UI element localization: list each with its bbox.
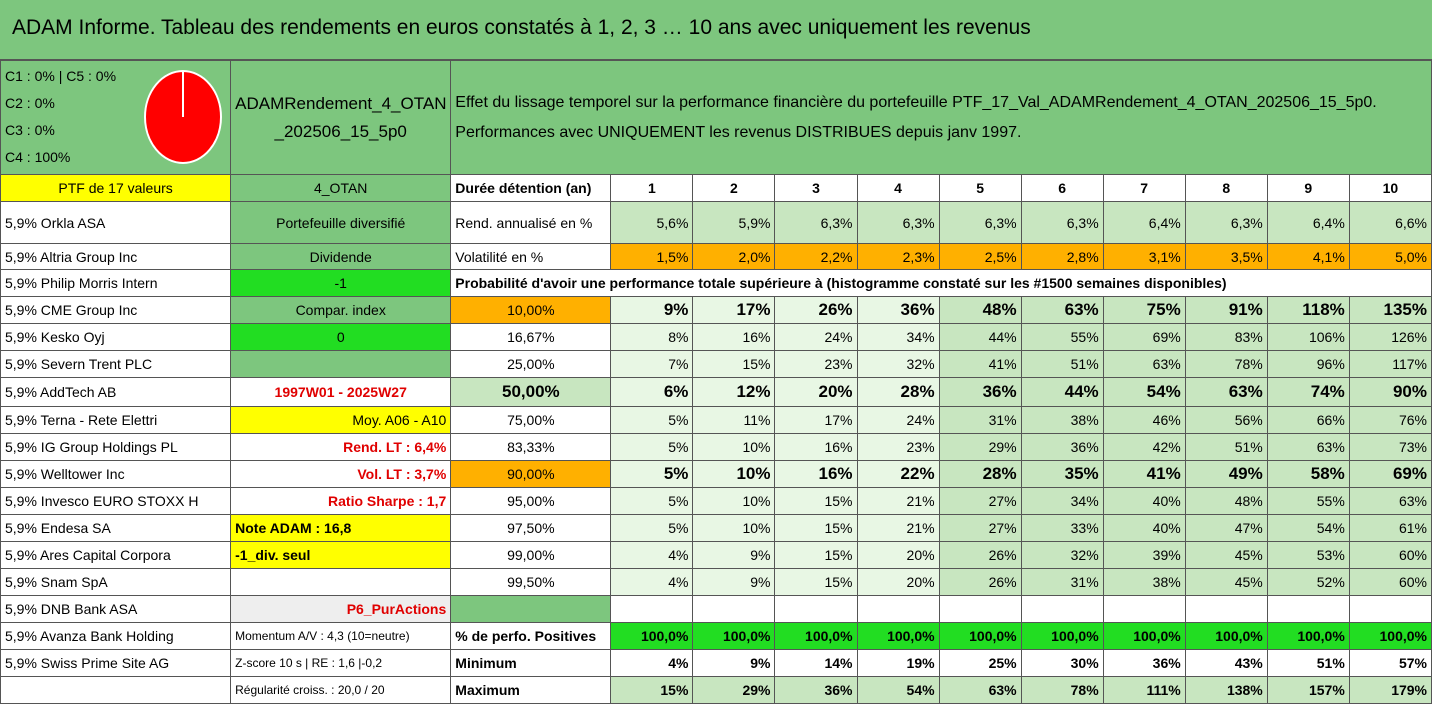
pie-legend-item: C1 : 0% | C5 : 0% bbox=[5, 68, 117, 84]
holding-name: 5,9% Terna - Rete Elettri bbox=[1, 407, 231, 434]
rend-value: 6,4% bbox=[1267, 202, 1349, 244]
prob-value: 15% bbox=[693, 351, 775, 378]
prob-value: 60% bbox=[1349, 542, 1431, 569]
pos-value: 100,0% bbox=[1349, 623, 1431, 650]
prob-value: 26% bbox=[939, 542, 1021, 569]
prob-threshold: 83,33% bbox=[451, 434, 611, 461]
info-cell bbox=[231, 569, 451, 596]
year-header: 1 bbox=[611, 175, 693, 202]
holding-name: 5,9% IG Group Holdings PL bbox=[1, 434, 231, 461]
prob-threshold: 75,00% bbox=[451, 407, 611, 434]
prob-value: 5% bbox=[611, 461, 693, 488]
min-value: 51% bbox=[1267, 650, 1349, 677]
empty-cell bbox=[1103, 596, 1185, 623]
prob-value: 73% bbox=[1349, 434, 1431, 461]
header-row bbox=[1, 61, 1432, 175]
prob-row bbox=[1, 324, 1432, 351]
prob-value: 48% bbox=[1185, 488, 1267, 515]
info-cell: Dividende bbox=[231, 244, 451, 270]
prob-value: 96% bbox=[1267, 351, 1349, 378]
prob-value: 9% bbox=[693, 542, 775, 569]
duration-label: Durée détention (an) bbox=[451, 175, 611, 202]
prob-value: 32% bbox=[1021, 542, 1103, 569]
prob-value: 52% bbox=[1267, 569, 1349, 596]
holding-name: 5,9% Orkla ASA bbox=[1, 202, 231, 244]
info-cell: Z-score 10 s | RE : 1,6 |-0,2 bbox=[231, 650, 451, 677]
empty-cell bbox=[1021, 596, 1103, 623]
report-title: ADAM Informe. Tableau des rendements en euros constatés à 1, 2, 3 … 10 ans avec uniquement les revenus bbox=[12, 16, 1031, 39]
info-cell: 0 bbox=[231, 324, 451, 351]
prob-row bbox=[1, 542, 1432, 569]
prob-value: 126% bbox=[1349, 324, 1431, 351]
composition-pie-chart bbox=[141, 67, 225, 167]
prob-value: 49% bbox=[1185, 461, 1267, 488]
info-cell: Vol. LT : 3,7% bbox=[231, 461, 451, 488]
prob-threshold: 10,00% bbox=[451, 297, 611, 324]
prob-value: 5% bbox=[611, 407, 693, 434]
prob-value: 16% bbox=[775, 434, 857, 461]
pie-legend-item: C3 : 0% bbox=[5, 122, 55, 138]
positives-row bbox=[1, 623, 1432, 650]
prob-row bbox=[1, 407, 1432, 434]
prob-value: 56% bbox=[1185, 407, 1267, 434]
prob-value: 66% bbox=[1267, 407, 1349, 434]
rend-value: 6,3% bbox=[857, 202, 939, 244]
pie-legend-cell bbox=[1, 61, 231, 175]
year-header: 9 bbox=[1267, 175, 1349, 202]
vol-value: 4,1% bbox=[1267, 244, 1349, 270]
prob-value: 24% bbox=[857, 407, 939, 434]
info-cell: Régularité croiss. : 20,0 / 20 bbox=[231, 677, 451, 704]
prob-value: 83% bbox=[1185, 324, 1267, 351]
holding-name: 5,9% CME Group Inc bbox=[1, 297, 231, 324]
holding-name: 5,9% Altria Group Inc bbox=[1, 244, 231, 270]
prob-value: 20% bbox=[857, 569, 939, 596]
min-row bbox=[1, 650, 1432, 677]
pos-value: 100,0% bbox=[775, 623, 857, 650]
prob-value: 55% bbox=[1267, 488, 1349, 515]
rend-value: 6,6% bbox=[1349, 202, 1431, 244]
min-value: 19% bbox=[857, 650, 939, 677]
rend-value: 6,3% bbox=[939, 202, 1021, 244]
prob-value: 10% bbox=[693, 515, 775, 542]
empty-cell bbox=[1349, 596, 1431, 623]
info-cell: -1_div. seul bbox=[231, 542, 451, 569]
max-value: 78% bbox=[1021, 677, 1103, 704]
prob-value: 17% bbox=[693, 297, 775, 324]
info-cell: Note ADAM : 16,8 bbox=[231, 515, 451, 542]
prob-value: 118% bbox=[1267, 297, 1349, 324]
prob-value: 4% bbox=[611, 569, 693, 596]
max-value: 54% bbox=[857, 677, 939, 704]
prob-value: 61% bbox=[1349, 515, 1431, 542]
prob-row bbox=[1, 569, 1432, 596]
year-header: 6 bbox=[1021, 175, 1103, 202]
prob-row bbox=[1, 461, 1432, 488]
info-cell: Moy. A06 - A10 bbox=[231, 407, 451, 434]
prob-value: 17% bbox=[775, 407, 857, 434]
prob-value: 12% bbox=[693, 378, 775, 407]
holding-name: 5,9% Kesko Oyj bbox=[1, 324, 231, 351]
prob-value: 11% bbox=[693, 407, 775, 434]
holding-name: 5,9% Invesco EURO STOXX H bbox=[1, 488, 231, 515]
prob-value: 31% bbox=[1021, 569, 1103, 596]
prob-value: 16% bbox=[693, 324, 775, 351]
holding-name: 5,9% Swiss Prime Site AG bbox=[1, 650, 231, 677]
year-header: 2 bbox=[693, 175, 775, 202]
prob-value: 26% bbox=[939, 569, 1021, 596]
prob-threshold: 25,00% bbox=[451, 351, 611, 378]
min-value: 4% bbox=[611, 650, 693, 677]
prob-value: 54% bbox=[1267, 515, 1349, 542]
info-cell: Ratio Sharpe : 1,7 bbox=[231, 488, 451, 515]
description-line-2: Performances avec UNIQUEMENT les revenus DISTRIBUES depuis janv 1997. bbox=[455, 123, 1022, 141]
rend-value: 5,6% bbox=[611, 202, 693, 244]
min-value: 14% bbox=[775, 650, 857, 677]
prob-threshold: 50,00% bbox=[451, 378, 611, 407]
max-label: Maximum bbox=[451, 677, 611, 704]
prob-value: 20% bbox=[857, 542, 939, 569]
prob-value: 41% bbox=[939, 351, 1021, 378]
prob-value: 36% bbox=[857, 297, 939, 324]
prob-value: 60% bbox=[1349, 569, 1431, 596]
holding-name: 5,9% Severn Trent PLC bbox=[1, 351, 231, 378]
year-header: 5 bbox=[939, 175, 1021, 202]
empty-cell bbox=[1185, 596, 1267, 623]
year-header: 10 bbox=[1349, 175, 1431, 202]
prob-value: 34% bbox=[857, 324, 939, 351]
prob-value: 4% bbox=[611, 542, 693, 569]
empty-cell bbox=[857, 596, 939, 623]
year-header: 4 bbox=[857, 175, 939, 202]
empty-cell bbox=[451, 596, 611, 623]
max-value: 157% bbox=[1267, 677, 1349, 704]
performance-table bbox=[0, 60, 1432, 704]
prob-value: 10% bbox=[693, 461, 775, 488]
rend-value: 6,4% bbox=[1103, 202, 1185, 244]
vol-value: 2,2% bbox=[775, 244, 857, 270]
prob-row bbox=[1, 488, 1432, 515]
pos-value: 100,0% bbox=[939, 623, 1021, 650]
prob-value: 8% bbox=[611, 324, 693, 351]
prob-value: 27% bbox=[939, 488, 1021, 515]
max-value: 36% bbox=[775, 677, 857, 704]
prob-label: Probabilité d'avoir une performance totale supérieure à (histogramme constaté sur les #1500 semaines disponibles) bbox=[451, 270, 1432, 297]
holding-name: 5,9% Endesa SA bbox=[1, 515, 231, 542]
rend-value: 5,9% bbox=[693, 202, 775, 244]
prob-value: 10% bbox=[693, 434, 775, 461]
min-label: Minimum bbox=[451, 650, 611, 677]
prob-value: 76% bbox=[1349, 407, 1431, 434]
holding-name: 5,9% Welltower Inc bbox=[1, 461, 231, 488]
holding-name: 5,9% Ares Capital Corpora bbox=[1, 542, 231, 569]
prob-value: 36% bbox=[1021, 434, 1103, 461]
prob-value: 15% bbox=[775, 542, 857, 569]
prob-value: 47% bbox=[1185, 515, 1267, 542]
prob-value: 38% bbox=[1103, 569, 1185, 596]
vol-label: Volatilité en % bbox=[451, 244, 611, 270]
pos-value: 100,0% bbox=[1185, 623, 1267, 650]
prob-value: 27% bbox=[939, 515, 1021, 542]
min-value: 9% bbox=[693, 650, 775, 677]
prob-value: 90% bbox=[1349, 378, 1431, 407]
rend-label: Rend. annualisé en % bbox=[451, 202, 611, 244]
prob-row bbox=[1, 297, 1432, 324]
prob-value: 75% bbox=[1103, 297, 1185, 324]
info-cell: Compar. index bbox=[231, 297, 451, 324]
prob-value: 28% bbox=[939, 461, 1021, 488]
description-cell bbox=[451, 61, 1432, 175]
year-header: 3 bbox=[775, 175, 857, 202]
prob-value: 32% bbox=[857, 351, 939, 378]
info-cell: -1 bbox=[231, 270, 451, 297]
prob-value: 46% bbox=[1103, 407, 1185, 434]
prob-value: 33% bbox=[1021, 515, 1103, 542]
prob-value: 63% bbox=[1103, 351, 1185, 378]
prob-value: 63% bbox=[1267, 434, 1349, 461]
info-cell: P6_PurActions bbox=[231, 596, 451, 623]
dnb-row bbox=[1, 596, 1432, 623]
year-header: 7 bbox=[1103, 175, 1185, 202]
info-cell: Portefeuille diversifié bbox=[231, 202, 451, 244]
prob-value: 51% bbox=[1021, 351, 1103, 378]
max-value: 29% bbox=[693, 677, 775, 704]
prob-value: 15% bbox=[775, 488, 857, 515]
prob-value: 48% bbox=[939, 297, 1021, 324]
ptf-label: PTF de 17 valeurs bbox=[1, 175, 231, 202]
prob-value: 53% bbox=[1267, 542, 1349, 569]
prob-value: 44% bbox=[939, 324, 1021, 351]
prob-value: 24% bbox=[775, 324, 857, 351]
prob-value: 58% bbox=[1267, 461, 1349, 488]
prob-value: 29% bbox=[939, 434, 1021, 461]
prob-value: 7% bbox=[611, 351, 693, 378]
prob-row bbox=[1, 434, 1432, 461]
max-value: 179% bbox=[1349, 677, 1431, 704]
pos-value: 100,0% bbox=[1021, 623, 1103, 650]
prob-row bbox=[1, 378, 1432, 407]
rend-value: 6,3% bbox=[775, 202, 857, 244]
title-bar bbox=[0, 0, 1432, 60]
empty-cell bbox=[775, 596, 857, 623]
vol-value: 3,5% bbox=[1185, 244, 1267, 270]
portfolio-code-cell: ADAMRendement_4_OTAN _202506_15_5p0 bbox=[231, 61, 451, 175]
max-value: 111% bbox=[1103, 677, 1185, 704]
prob-value: 41% bbox=[1103, 461, 1185, 488]
prob-value: 5% bbox=[611, 515, 693, 542]
prob-value: 9% bbox=[611, 297, 693, 324]
rend-row bbox=[1, 202, 1432, 244]
pos-value: 100,0% bbox=[1103, 623, 1185, 650]
prob-value: 15% bbox=[775, 569, 857, 596]
empty-cell bbox=[939, 596, 1021, 623]
prob-value: 34% bbox=[1021, 488, 1103, 515]
vol-value: 5,0% bbox=[1349, 244, 1431, 270]
vol-value: 2,8% bbox=[1021, 244, 1103, 270]
prob-value: 74% bbox=[1267, 378, 1349, 407]
pie-legend-item: C4 : 100% bbox=[5, 149, 71, 165]
max-row bbox=[1, 677, 1432, 704]
prob-value: 6% bbox=[611, 378, 693, 407]
prob-threshold: 99,00% bbox=[451, 542, 611, 569]
prob-value: 21% bbox=[857, 488, 939, 515]
holding-name: 5,9% Philip Morris Intern bbox=[1, 270, 231, 297]
prob-value: 31% bbox=[939, 407, 1021, 434]
prob-value: 38% bbox=[1021, 407, 1103, 434]
min-value: 36% bbox=[1103, 650, 1185, 677]
prob-value: 45% bbox=[1185, 542, 1267, 569]
prob-value: 40% bbox=[1103, 488, 1185, 515]
holding-name: 5,9% AddTech AB bbox=[1, 378, 231, 407]
prob-value: 40% bbox=[1103, 515, 1185, 542]
max-value: 63% bbox=[939, 677, 1021, 704]
empty-cell bbox=[611, 596, 693, 623]
info-cell: 1997W01 - 2025W27 bbox=[231, 378, 451, 407]
rend-value: 6,3% bbox=[1021, 202, 1103, 244]
min-value: 25% bbox=[939, 650, 1021, 677]
pos-value: 100,0% bbox=[693, 623, 775, 650]
prob-value: 69% bbox=[1349, 461, 1431, 488]
vol-row bbox=[1, 244, 1432, 270]
prob-value: 39% bbox=[1103, 542, 1185, 569]
prob-row bbox=[1, 515, 1432, 542]
prob-value: 22% bbox=[857, 461, 939, 488]
prob-value: 21% bbox=[857, 515, 939, 542]
prob-value: 45% bbox=[1185, 569, 1267, 596]
prob-value: 15% bbox=[775, 515, 857, 542]
holding-name: 5,9% Avanza Bank Holding bbox=[1, 623, 231, 650]
prob-value: 78% bbox=[1185, 351, 1267, 378]
prob-value: 44% bbox=[1021, 378, 1103, 407]
otan-label: 4_OTAN bbox=[231, 175, 451, 202]
prob-value: 23% bbox=[857, 434, 939, 461]
prob-value: 35% bbox=[1021, 461, 1103, 488]
prob-value: 5% bbox=[611, 488, 693, 515]
prob-value: 16% bbox=[775, 461, 857, 488]
pos-value: 100,0% bbox=[857, 623, 939, 650]
prob-value: 117% bbox=[1349, 351, 1431, 378]
holding-name: 5,9% Snam SpA bbox=[1, 569, 231, 596]
pos-value: 100,0% bbox=[611, 623, 693, 650]
min-value: 30% bbox=[1021, 650, 1103, 677]
vol-value: 2,3% bbox=[857, 244, 939, 270]
prob-value: 69% bbox=[1103, 324, 1185, 351]
vol-value: 2,0% bbox=[693, 244, 775, 270]
prob-value: 36% bbox=[939, 378, 1021, 407]
description-line-1: Effet du lissage temporel sur la performance financière du portefeuille PTF_17_Val_ADAMRendement_4_OTAN_202506_15_5p0. bbox=[455, 93, 1377, 111]
holding-name: 5,9% DNB Bank ASA bbox=[1, 596, 231, 623]
prob-threshold: 99,50% bbox=[451, 569, 611, 596]
pos-label: % de perfo. Positives bbox=[451, 623, 611, 650]
vol-value: 1,5% bbox=[611, 244, 693, 270]
prob-threshold: 97,50% bbox=[451, 515, 611, 542]
holding-name bbox=[1, 677, 231, 704]
prob-value: 42% bbox=[1103, 434, 1185, 461]
prob-row bbox=[1, 351, 1432, 378]
empty-cell bbox=[693, 596, 775, 623]
info-cell bbox=[231, 351, 451, 378]
prob-threshold: 16,67% bbox=[451, 324, 611, 351]
prob-value: 20% bbox=[775, 378, 857, 407]
prob-value: 91% bbox=[1185, 297, 1267, 324]
info-cell: Rend. LT : 6,4% bbox=[231, 434, 451, 461]
prob-value: 10% bbox=[693, 488, 775, 515]
prob-value: 106% bbox=[1267, 324, 1349, 351]
prob-value: 9% bbox=[693, 569, 775, 596]
prob-value: 54% bbox=[1103, 378, 1185, 407]
prob-value: 28% bbox=[857, 378, 939, 407]
year-header: 8 bbox=[1185, 175, 1267, 202]
rend-value: 6,3% bbox=[1185, 202, 1267, 244]
max-value: 138% bbox=[1185, 677, 1267, 704]
prob-value: 5% bbox=[611, 434, 693, 461]
min-value: 57% bbox=[1349, 650, 1431, 677]
prob-value: 51% bbox=[1185, 434, 1267, 461]
info-cell: Momentum A/V : 4,3 (10=neutre) bbox=[231, 623, 451, 650]
prob-value: 23% bbox=[775, 351, 857, 378]
pie-legend-item: C2 : 0% bbox=[5, 95, 55, 111]
pos-value: 100,0% bbox=[1267, 623, 1349, 650]
prob-threshold: 90,00% bbox=[451, 461, 611, 488]
prob-value: 63% bbox=[1349, 488, 1431, 515]
prob-threshold: 95,00% bbox=[451, 488, 611, 515]
vol-value: 2,5% bbox=[939, 244, 1021, 270]
prob-value: 63% bbox=[1185, 378, 1267, 407]
prob-value: 55% bbox=[1021, 324, 1103, 351]
prob-label-row bbox=[1, 270, 1432, 297]
empty-cell bbox=[1267, 596, 1349, 623]
vol-value: 3,1% bbox=[1103, 244, 1185, 270]
prob-value: 135% bbox=[1349, 297, 1431, 324]
prob-value: 26% bbox=[775, 297, 857, 324]
max-value: 15% bbox=[611, 677, 693, 704]
prob-value: 63% bbox=[1021, 297, 1103, 324]
years-header-row bbox=[1, 175, 1432, 202]
min-value: 43% bbox=[1185, 650, 1267, 677]
